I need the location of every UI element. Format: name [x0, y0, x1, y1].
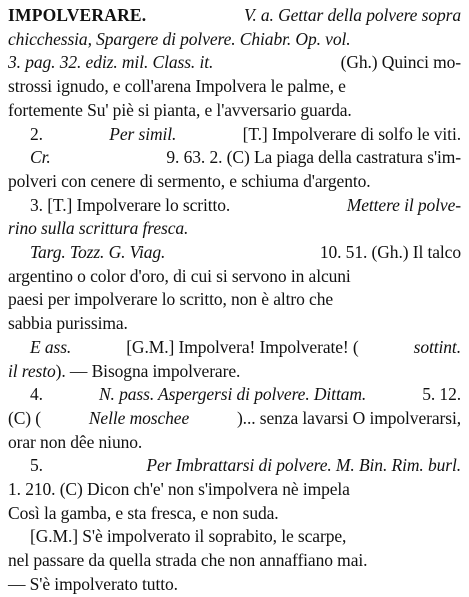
text-line — [8, 170, 461, 194]
italic-text: V. a. Gettar della polvere sopra — [244, 5, 461, 25]
text-segment: [G.M.] S'è impolverato il soprabito, le scarpe, — [30, 526, 347, 547]
text-line — [8, 51, 461, 75]
text-line — [8, 454, 461, 478]
text-segment: sabbia purissima. — [8, 313, 128, 334]
text-line — [8, 573, 461, 597]
text-segment: 5. — [30, 455, 43, 476]
text-segment: ). — Bisogna impolverare. — [55, 360, 241, 381]
text-line — [8, 549, 461, 573]
text-segment: 5. 12. — [422, 384, 461, 405]
text-line — [8, 241, 461, 265]
text-line — [8, 4, 461, 28]
text-segment: (Gh.) Quinci mo- — [340, 52, 461, 73]
text-segment: [G.M.] Impolvera! Impolverate! ( — [126, 336, 359, 357]
text-segment: orar non dêe niuno. — [8, 431, 143, 452]
italic-text: Per simil. — [109, 123, 177, 144]
text-line — [8, 502, 461, 526]
text-segment: [T.] Impolverare di solfo le viti. — [242, 123, 461, 144]
text-line — [8, 478, 461, 502]
text-line — [8, 383, 461, 407]
text-segment: 10. 51. (Gh.) Il talco — [319, 242, 461, 263]
text-segment: Così la gamba, e sta fresca, e non suda. — [8, 502, 279, 523]
text-line — [8, 336, 461, 360]
text-line — [8, 312, 461, 336]
text-segment: (C) ( — [8, 407, 42, 428]
italic-text: Mettere il polve- — [346, 194, 461, 215]
italic-text: N. pass. Aspergersi di polvere. Dittam. — [98, 384, 367, 405]
text-segment: nel passare da quella strada che non annaffiano mai. — [8, 550, 368, 571]
italic-text: Per Imbrattarsi di polvere. M. Bin. Rim. burl. — [146, 455, 461, 476]
italic-text: il resto — [8, 360, 56, 381]
text-line — [8, 525, 461, 549]
text-segment: — S'è impolverato tutto. — [8, 573, 178, 594]
headword: IMPOLVERARE. — [8, 5, 147, 25]
text-line — [8, 75, 461, 99]
text-line — [8, 217, 461, 241]
text-line — [8, 99, 461, 123]
italic-text: 3. pag. 32. ediz. mil. Class. it. — [8, 52, 214, 73]
italic-text: sottint. — [413, 336, 461, 357]
italic-text: chicchessia, Spargere di polvere. Chiabr. Op. vol. — [8, 28, 351, 49]
text-segment: polveri con cenere di sermento, e schiuma d'argento. — [8, 170, 371, 191]
text-segment: paesi per impolverare lo scritto, non è altro che — [8, 289, 334, 310]
text-segment: 4. — [30, 384, 43, 405]
text-segment: 1. 210. (C) Dicon ch'e' non s'impolvera nè impela — [8, 479, 350, 500]
text-line — [8, 194, 461, 218]
text-segment: )... senza lavarsi O impolverarsi, — [236, 407, 461, 428]
text-line — [8, 288, 461, 312]
text-line — [8, 407, 461, 431]
text-segment: 9. 63. 2. (C) La piaga della castratura s'im- — [166, 147, 461, 168]
text-segment: 2. — [30, 123, 43, 144]
text-line — [8, 360, 461, 384]
text-segment: argentino o color d'oro, di cui si servono in alcuni — [8, 265, 351, 286]
text-segment: strossi ignudo, e coll'arena Impolvera le palme, e — [8, 76, 346, 97]
text-line — [8, 123, 461, 147]
italic-text: Cr. — [30, 147, 51, 168]
text-line — [8, 28, 461, 52]
text-segment: 3. [T.] Impolverare lo scritto. — [30, 194, 231, 215]
text-line — [8, 146, 461, 170]
italic-text: Targ. Tozz. G. Viag. — [30, 242, 166, 263]
text-line — [8, 265, 461, 289]
italic-text: rino sulla scrittura fresca. — [8, 218, 189, 239]
italic-text: Nelle moschee — [88, 407, 190, 428]
text-line — [8, 431, 461, 455]
italic-text: E ass. — [30, 336, 72, 357]
text-segment: fortemente Su' piè si pianta, e l'avversario guarda. — [8, 99, 352, 120]
